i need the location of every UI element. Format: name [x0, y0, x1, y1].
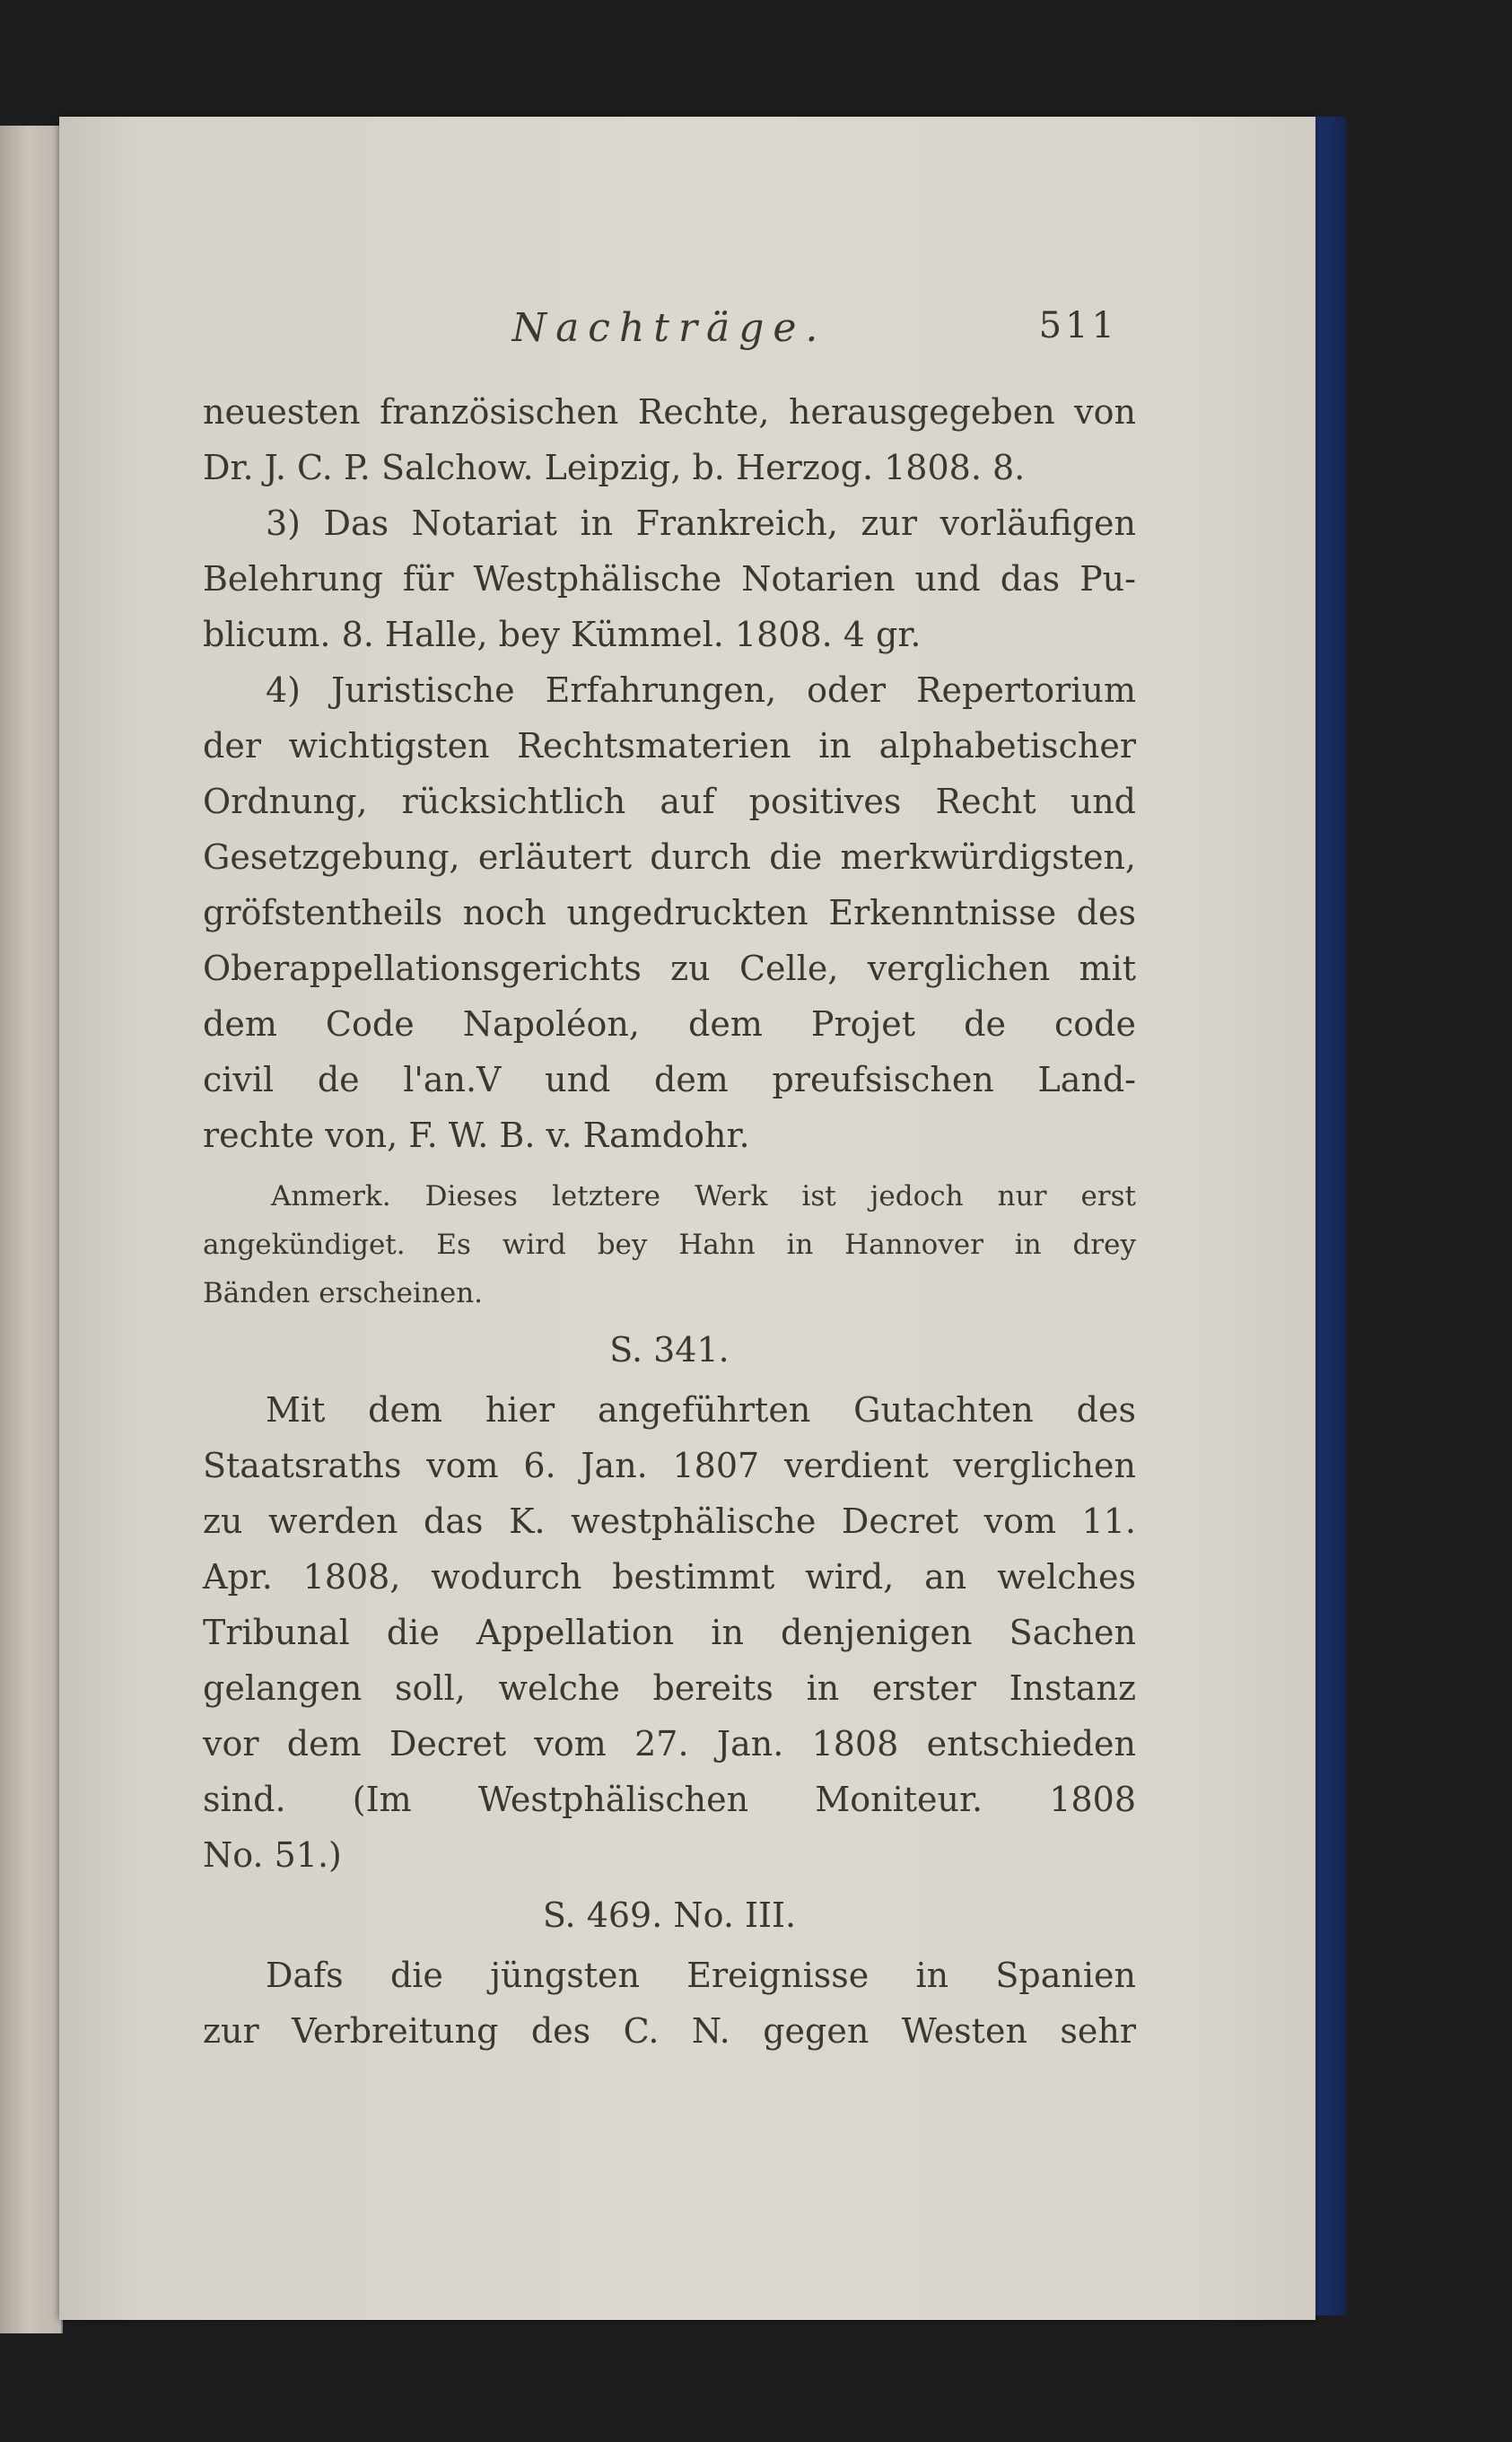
text-line: No. 51.)	[203, 1835, 342, 1875]
running-title: Nachträge.	[511, 305, 827, 351]
text-line: 3) Das Notariat in Frankreich, zur vorläufigen	[266, 503, 1136, 543]
text-line: rechte von, F. W. B. v. Ramdohr.	[203, 1116, 750, 1155]
text-line: zu werden das K. westphälische Decret vom 11.	[203, 1501, 1136, 1541]
annotation-note	[203, 1172, 1136, 1317]
text-line: gröfstentheils noch ungedruckten Erkenntnisse des	[203, 893, 1136, 932]
page-number: 511	[1038, 305, 1118, 346]
note-line: Bänden erscheinen.	[203, 1277, 484, 1309]
text-line: Tribunal die Appellation in denjenigen Sachen	[203, 1613, 1136, 1652]
text-line: Dr. J. C. P. Salchow. Leipzig, b. Herzog. 1808. 8.	[203, 448, 1026, 487]
text-line: zur Verbreitung des C. N. gegen Westen sehr	[203, 2011, 1136, 2051]
left-page-edge	[0, 126, 63, 2333]
section-heading: S. 341.	[609, 1330, 730, 1370]
text-line: Ordnung, rücksichtlich auf positives Recht und	[203, 782, 1136, 821]
text-line: Gesetzgebung, erläutert durch die merkwürdigsten,	[203, 837, 1136, 877]
text-line: neuesten französischen Rechte, herausgegeben von	[203, 392, 1136, 432]
text-line: Mit dem hier angeführten Gutachten des	[266, 1390, 1136, 1430]
text-line: civil de l'an.V und dem preufsischen Land-	[203, 1060, 1136, 1099]
text-line: Dafs die jüngsten Ereignisse in Spanien	[266, 1956, 1136, 1995]
text-line: Apr. 1808, wodurch bestimmt wird, an welches	[203, 1557, 1136, 1597]
note-line: angekündiget. Es wird bey Hahn in Hannover in drey	[203, 1229, 1136, 1261]
section-text	[203, 1382, 1136, 1883]
note-line: Anmerk. Dieses letztere Werk ist jedoch nur erst	[271, 1180, 1136, 1212]
text-line: Staatsraths vom 6. Jan. 1807 verdient verglichen	[203, 1446, 1136, 1485]
text-line: dem Code Napoléon, dem Projet de code	[203, 1004, 1136, 1044]
section-heading: S. 469. No. III.	[542, 1895, 797, 1935]
body-text	[203, 384, 1136, 1163]
text-line: der wichtigsten Rechtsmaterien in alphabetischer	[203, 726, 1136, 766]
section-text	[203, 1947, 1136, 2059]
text-line: gelangen soll, welche bereits in erster Instanz	[203, 1668, 1136, 1708]
text-line: 4) Juristische Erfahrungen, oder Repertorium	[266, 670, 1136, 710]
text-line: Oberappellationsgerichts zu Celle, verglichen mit	[203, 949, 1136, 988]
running-header	[203, 305, 1136, 368]
text-line: Belehrung für Westphälische Notarien und das Pu-	[203, 559, 1136, 599]
page-content	[203, 305, 1136, 2059]
text-line: vor dem Decret vom 27. Jan. 1808 entschieden	[203, 1724, 1136, 1764]
text-line: blicum. 8. Halle, bey Kümmel. 1808. 4 gr.	[203, 615, 922, 654]
text-line: sind. (Im Westphälischen Moniteur. 1808	[203, 1780, 1136, 1819]
